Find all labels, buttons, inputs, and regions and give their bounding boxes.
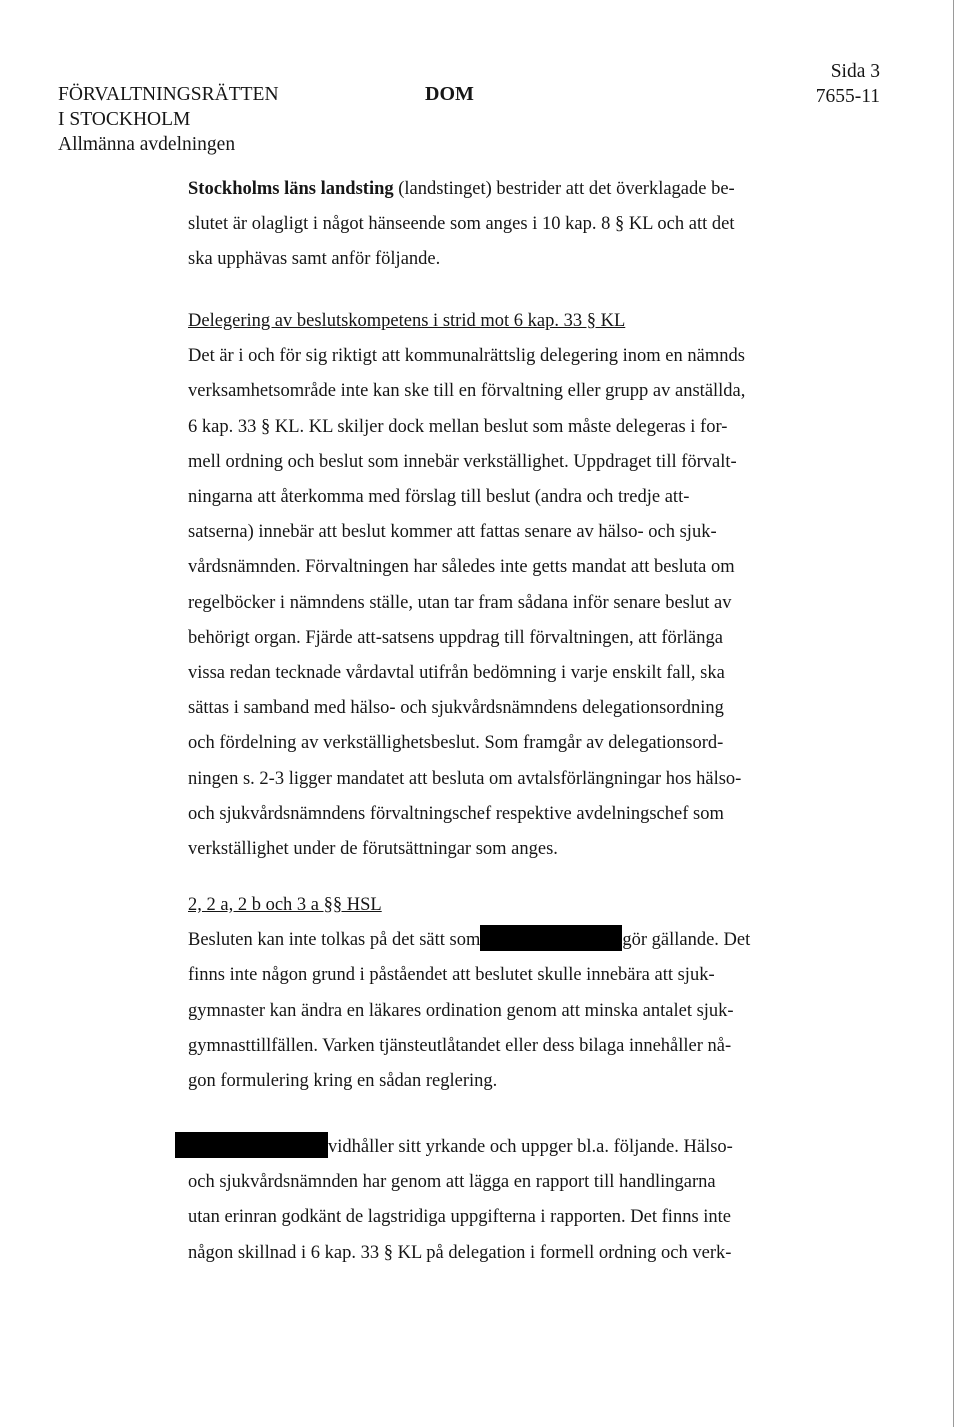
case-number: 7655-11	[815, 86, 880, 107]
paragraph-line: gon formulering kring en sådan reglering.	[188, 1071, 498, 1092]
paragraph-line: och sjukvårdsnämnden har genom att lägga en rapport till handlingarna	[188, 1172, 716, 1193]
paragraph-line: finns inte någon grund i påståendet att beslutet skulle innebära att sjuk-	[188, 965, 715, 986]
paragraph-line: behörigt organ. Fjärde att-satsens uppdrag till förvaltningen, att förlänga	[188, 627, 723, 648]
paragraph-line: och sjukvårdsnämndens förvaltningschef respektive avdelningschef som	[188, 803, 724, 824]
page-number: Sida 3	[830, 61, 880, 82]
paragraph-line: utan erinran godkänt de lagstridiga uppgifterna i rapporten. Det finns inte	[188, 1207, 732, 1228]
paragraph-line: ningen s. 2-3 ligger mandatet att besluta om avtalsförlängningar hos hälso-	[188, 768, 742, 789]
paragraph-line: och fördelning av verkställighetsbeslut. Som framgår av delegationsord-	[188, 733, 724, 754]
paragraph-line-text: Besluten kan inte tolkas på det sätt som	[188, 930, 481, 951]
party-name: Stockholms läns landsting	[188, 179, 394, 199]
paragraph-line: ningarna att återkomma med förslag till beslut (andra och tredje att-	[188, 487, 690, 508]
page-info-block	[816, 59, 880, 109]
paragraph-line: gymnaster kan ändra en läkares ordination genom att minska antalet sjuk-	[188, 1000, 734, 1021]
paragraph-klagande	[188, 1130, 898, 1271]
court-name-block	[58, 82, 279, 157]
paragraph-line	[188, 172, 898, 207]
paragraph-landstinget	[188, 172, 898, 278]
section-heading: 2, 2 a, 2 b och 3 a §§ HSL	[188, 895, 382, 915]
page-edge-line	[953, 0, 954, 1427]
paragraph-line: Det är i och för sig riktigt att kommunalrättslig delegering inom en nämnds	[188, 346, 745, 367]
document-type: DOM	[425, 83, 474, 105]
paragraph-line-text: vidhåller sitt yrkande och uppger bl.a. följande. Hälso-	[328, 1137, 733, 1157]
paragraph-line: slutet är olagligt i något hänseende som anges i 10 kap. 8 § KL och att det	[188, 214, 735, 235]
paragraph-line: 6 kap. 33 § KL. KL skiljer dock mellan beslut som måste delegeras i for-	[188, 416, 728, 437]
paragraph-line-text: gör gällande. Det	[622, 930, 751, 951]
paragraph-line-text: (landstinget) bestrider att det överklagade be-	[393, 179, 735, 199]
redaction-bar	[175, 1132, 328, 1158]
paragraph-line: sättas i samband med hälso- och sjukvårdsnämndens delegationsordning	[188, 698, 724, 719]
paragraph-line: satserna) innebär att beslut kommer att fattas senare av hälso- och sjuk-	[188, 522, 717, 543]
paragraph-line	[188, 923, 898, 958]
paragraph-line: någon skillnad i 6 kap. 33 § KL på delegation i formell ordning och verk-	[188, 1242, 732, 1263]
paragraph-line: vårdsnämnden. Förvaltningen har således inte getts mandat att besluta om	[188, 557, 735, 578]
section-hsl	[188, 888, 898, 1099]
paragraph-line: gymnasttillfällen. Varken tjänsteutlåtandet eller dess bilaga innehåller nå-	[188, 1035, 732, 1056]
court-name-line1: FÖRVALTNINGSRÄTTEN	[58, 84, 279, 105]
paragraph-line: mell ordning och beslut som innebär verkställighet. Uppdraget till förvalt-	[188, 451, 737, 472]
paragraph-line: ska upphävas samt anför följande.	[188, 249, 441, 270]
paragraph-line: verkställighet under de förutsättningar som anges.	[188, 839, 558, 860]
paragraph-line	[175, 1130, 898, 1165]
paragraph-line: vissa redan tecknade vårdavtal utifrån bedömning i varje enskilt fall, ska	[188, 663, 725, 684]
redaction-bar	[480, 925, 622, 951]
section-delegering	[188, 304, 898, 867]
paragraph-line: regelböcker i nämndens ställe, utan tar fram sådana inför senare beslut av	[188, 592, 732, 613]
section-heading: Delegering av beslutskompetens i strid mot 6 kap. 33 § KL	[188, 311, 626, 331]
court-division: Allmänna avdelningen	[58, 134, 236, 155]
court-name-line2: I STOCKHOLM	[58, 109, 191, 130]
paragraph-line: verksamhetsområde inte kan ske till en förvaltning eller grupp av anställda,	[188, 381, 746, 402]
